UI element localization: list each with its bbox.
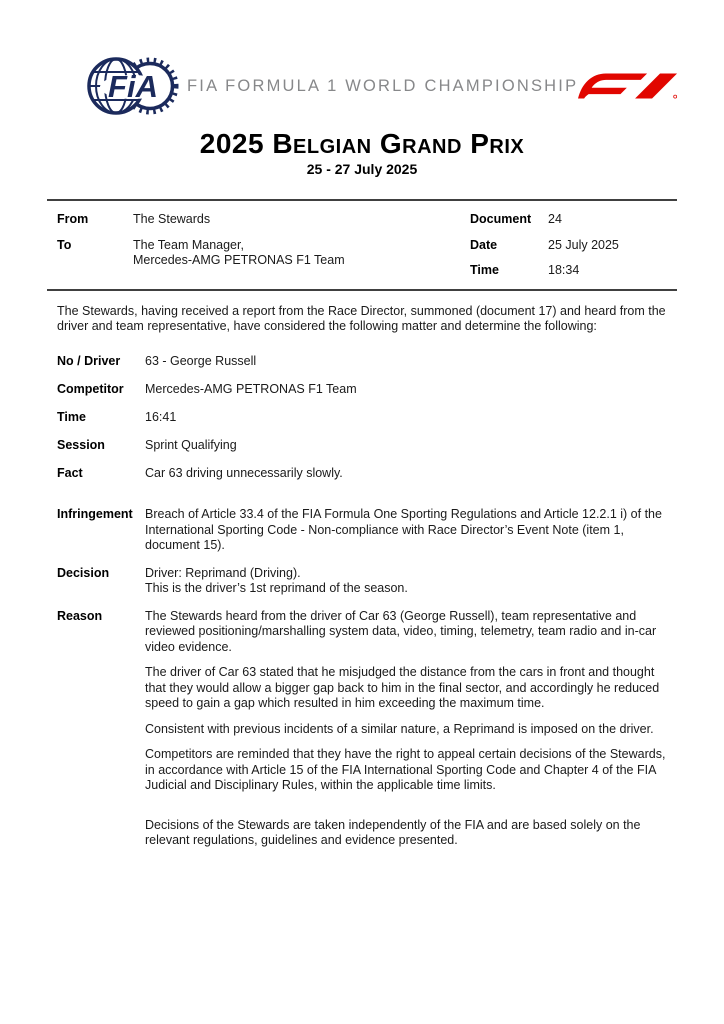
field-value: 16:41 bbox=[145, 409, 177, 424]
meta-document-value: 24 bbox=[548, 212, 562, 226]
event-title: 2025 Belgian Grand Prix bbox=[199, 128, 525, 159]
event-dates: 25 - 27 July 2025 bbox=[306, 161, 418, 177]
field-value: Sprint Qualifying bbox=[145, 437, 237, 452]
meta-from-label: From bbox=[57, 212, 89, 226]
field-value: Mercedes-AMG PETRONAS F1 Team bbox=[145, 381, 357, 396]
reason-paragraph: Consistent with previous incidents of a similar nature, a Reprimand is imposed on the driver. bbox=[145, 721, 654, 736]
decision-label: Decision bbox=[57, 565, 110, 580]
championship-title: FIA FORMULA 1 WORLD CHAMPIONSHIP bbox=[187, 76, 579, 95]
meta-left-column bbox=[57, 212, 470, 279]
meta-time-label: Time bbox=[470, 263, 499, 277]
meta-to-label: To bbox=[57, 237, 72, 252]
field-row-session bbox=[57, 438, 669, 454]
field-label: Time bbox=[57, 409, 86, 424]
field-value: 63 - George Russell bbox=[145, 353, 257, 368]
meta-date-value: 25 July 2025 bbox=[548, 237, 619, 252]
infringement-label: Infringement bbox=[57, 507, 133, 521]
decision-fields bbox=[47, 354, 677, 849]
field-value: Car 63 driving unnecessarily slowly. bbox=[145, 465, 343, 480]
reason-paragraph: The driver of Car 63 stated that he misjudged the distance from the cars in front and thought that they would allow a bigger gap back to him in the final sector, and accordingly he reduced speed to gain a gap which resulted in him exceeding the maximum time. bbox=[145, 665, 660, 710]
decision-line2: This is the driver’s 1st reprimand of the season. bbox=[145, 581, 408, 595]
meta-from-value: The Stewards bbox=[133, 212, 211, 226]
fia-logo bbox=[87, 54, 187, 118]
meta-document-label: Document bbox=[470, 212, 532, 226]
meta-to-line2: Mercedes-AMG PETRONAS F1 Team bbox=[133, 253, 345, 267]
meta-time-value: 18:34 bbox=[548, 263, 580, 277]
field-row-fact bbox=[57, 466, 669, 482]
field-label: Competitor bbox=[57, 381, 124, 396]
field-row-competitor bbox=[57, 382, 669, 398]
meta-to-value bbox=[133, 238, 470, 269]
decision-line1: Driver: Reprimand (Driving). bbox=[145, 565, 301, 580]
field-label: No / Driver bbox=[57, 353, 121, 368]
fia-logo-text: FiA bbox=[108, 69, 158, 104]
reason-value bbox=[145, 609, 669, 849]
meta-date-label: Date bbox=[470, 237, 498, 252]
field-row-decision bbox=[57, 566, 669, 597]
field-row-time bbox=[57, 410, 669, 426]
f1-logo bbox=[578, 73, 678, 99]
field-row-reason bbox=[57, 609, 669, 849]
reason-paragraph-independence-note: Decisions of the Stewards are taken independently of the FIA and are based solely on the relevant regulations, guidelines and evidence presented. bbox=[145, 817, 641, 847]
intro-paragraph: The Stewards, having received a report from the Race Director, summoned (document 17) and heard from the driver and team representative, have considered the following matter and determine the following: bbox=[57, 303, 666, 333]
reason-label: Reason bbox=[57, 608, 103, 623]
meta-right-column bbox=[470, 212, 667, 279]
field-label: Session bbox=[57, 437, 105, 452]
reason-paragraph: The Stewards heard from the driver of Car 63 (George Russell), team representative and reviewed positioning/marshalling system data, video, timing, telemetry, team radio and in-car video evidence. bbox=[145, 608, 657, 654]
f1-logo-icon bbox=[578, 73, 678, 99]
document-header bbox=[47, 54, 677, 118]
infringement-value: Breach of Article 33.4 of the FIA Formula One Sporting Regulations and Article 12.2.1 i) of the International Sporting Code - Non-compliance with Race Director’s Event Note (item 1, document 15). bbox=[145, 507, 662, 552]
field-row-infringement bbox=[57, 507, 669, 554]
field-row-no-driver bbox=[57, 354, 669, 370]
field-label: Fact bbox=[57, 465, 83, 480]
decision-value bbox=[145, 566, 669, 597]
meta-to-line1: The Team Manager, bbox=[133, 237, 244, 252]
meta-table bbox=[47, 199, 677, 291]
reason-paragraph: Competitors are reminded that they have the right to appeal certain decisions of the Stewards, in accordance with Article 15 of the FIA International Sporting Code and Chapter 4 of the FIA Judicial and Disciplinary Rules, within the applicable time limits. bbox=[145, 747, 666, 792]
fia-logo-icon bbox=[87, 54, 187, 118]
